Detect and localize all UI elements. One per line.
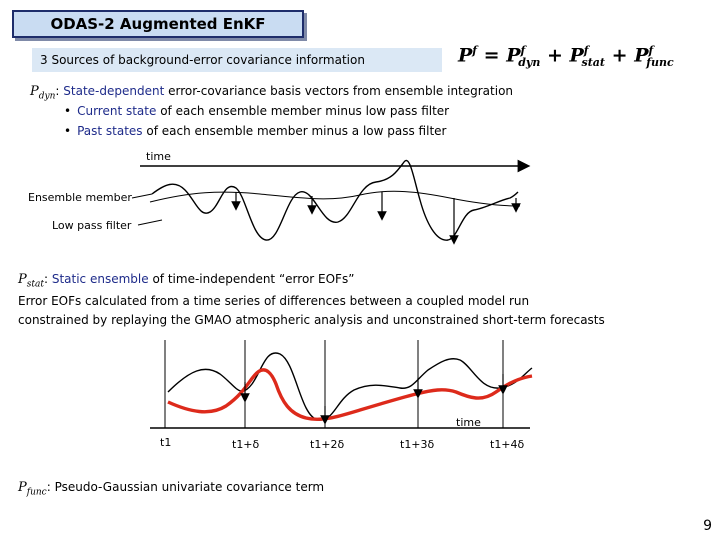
ensemble-leader-line (132, 194, 152, 198)
pdyn-bullet-2-text: of each ensemble member minus a low pass filter (146, 124, 447, 138)
bullet-icon: • (64, 104, 72, 118)
eq-term-stat: P (569, 44, 584, 67)
eq-plus-1: + (546, 44, 563, 67)
pdyn-bullet-2-highlight: Past states (77, 124, 143, 138)
pstat-heading (18, 272, 354, 290)
ensemble-diagram (0, 140, 720, 250)
lowpass-label: Low pass filter (52, 219, 132, 232)
slide-title-text: ODAS-2 Augmented EnKF (50, 15, 266, 33)
eq-equals: = (483, 44, 500, 67)
pstat-line-3: constrained by replaying the GMAO atmospheric analysis and unconstrained short-term forecasts (18, 313, 605, 327)
eq-lhs: P (458, 44, 473, 67)
pstat-highlight: Static ensemble (51, 272, 149, 286)
slide-title (12, 10, 304, 38)
diagram1-time-label: time (146, 150, 171, 163)
pstat-text: of time-independent “error EOFs” (152, 272, 355, 286)
page-number: 9 (703, 518, 712, 534)
tick-label-t1-3delta: t1+3δ (400, 438, 435, 451)
eq-lhs-sup: f (472, 44, 478, 57)
pdyn-bullet-1-highlight: Current state (77, 104, 157, 118)
pstat-symbol-base: P (18, 272, 27, 287)
bullet-icon: • (64, 124, 72, 138)
pdyn-sep: : (55, 84, 60, 98)
replayed-run-curve (168, 353, 532, 420)
lowpass-leader-line (138, 220, 162, 225)
tick-label-t1-4delta: t1+4δ (490, 438, 525, 451)
eq-term-dyn: P (506, 44, 521, 67)
covariance-equation (458, 44, 674, 69)
pfunc-text: Pseudo-Gaussian univariate covariance term (54, 480, 325, 494)
eq-term-func: P (634, 44, 649, 67)
pdyn-highlight: State-dependent (63, 84, 165, 98)
pstat-sep: : (43, 272, 49, 286)
pdyn-heading (30, 84, 513, 102)
pdyn-symbol (30, 84, 56, 102)
eq-term-stat-sup: f (583, 44, 589, 57)
sources-banner-text: 3 Sources of background-error covariance information (40, 53, 365, 67)
pdyn-bullet-1-text: of each ensemble member minus low pass filter (160, 104, 450, 118)
eof-diagram (0, 330, 720, 460)
eq-term-stat-sub: stat (581, 56, 606, 70)
eq-plus-2: + (611, 44, 628, 67)
lowpass-curve (150, 191, 520, 206)
pfunc-symbol (18, 480, 47, 498)
pdyn-symbol-sub: dyn (38, 91, 56, 102)
sources-banner (32, 48, 442, 72)
tick-label-t1-delta: t1+δ (232, 438, 260, 451)
pstat-line-2: Error EOFs calculated from a time series of differences between a coupled model run (18, 294, 530, 308)
pfunc-symbol-sub: func (26, 487, 47, 498)
pstat-symbol-sub: stat (26, 279, 44, 290)
pfunc-heading (18, 480, 324, 498)
eq-term-func-sup: f (648, 44, 654, 57)
pdyn-bullet-2 (64, 124, 446, 138)
pfunc-symbol-base: P (18, 480, 27, 495)
pdyn-symbol-base: P (30, 84, 39, 99)
ensemble-member-label: Ensemble member (28, 191, 132, 204)
pfunc-sep: : (46, 480, 51, 494)
eq-term-dyn-sub: dyn (518, 56, 541, 70)
eq-term-func-sub: func (646, 56, 674, 70)
diagram2-time-label: time (456, 416, 481, 429)
pstat-symbol (18, 272, 44, 290)
tick-label-t1: t1 (160, 436, 172, 449)
pdyn-bullet-1 (64, 104, 449, 118)
pdyn-text: error-covariance basis vectors from ensemble integration (168, 84, 514, 98)
eq-term-dyn-sup: f (520, 44, 526, 57)
tick-label-t1-2delta: t1+2δ (310, 438, 345, 451)
